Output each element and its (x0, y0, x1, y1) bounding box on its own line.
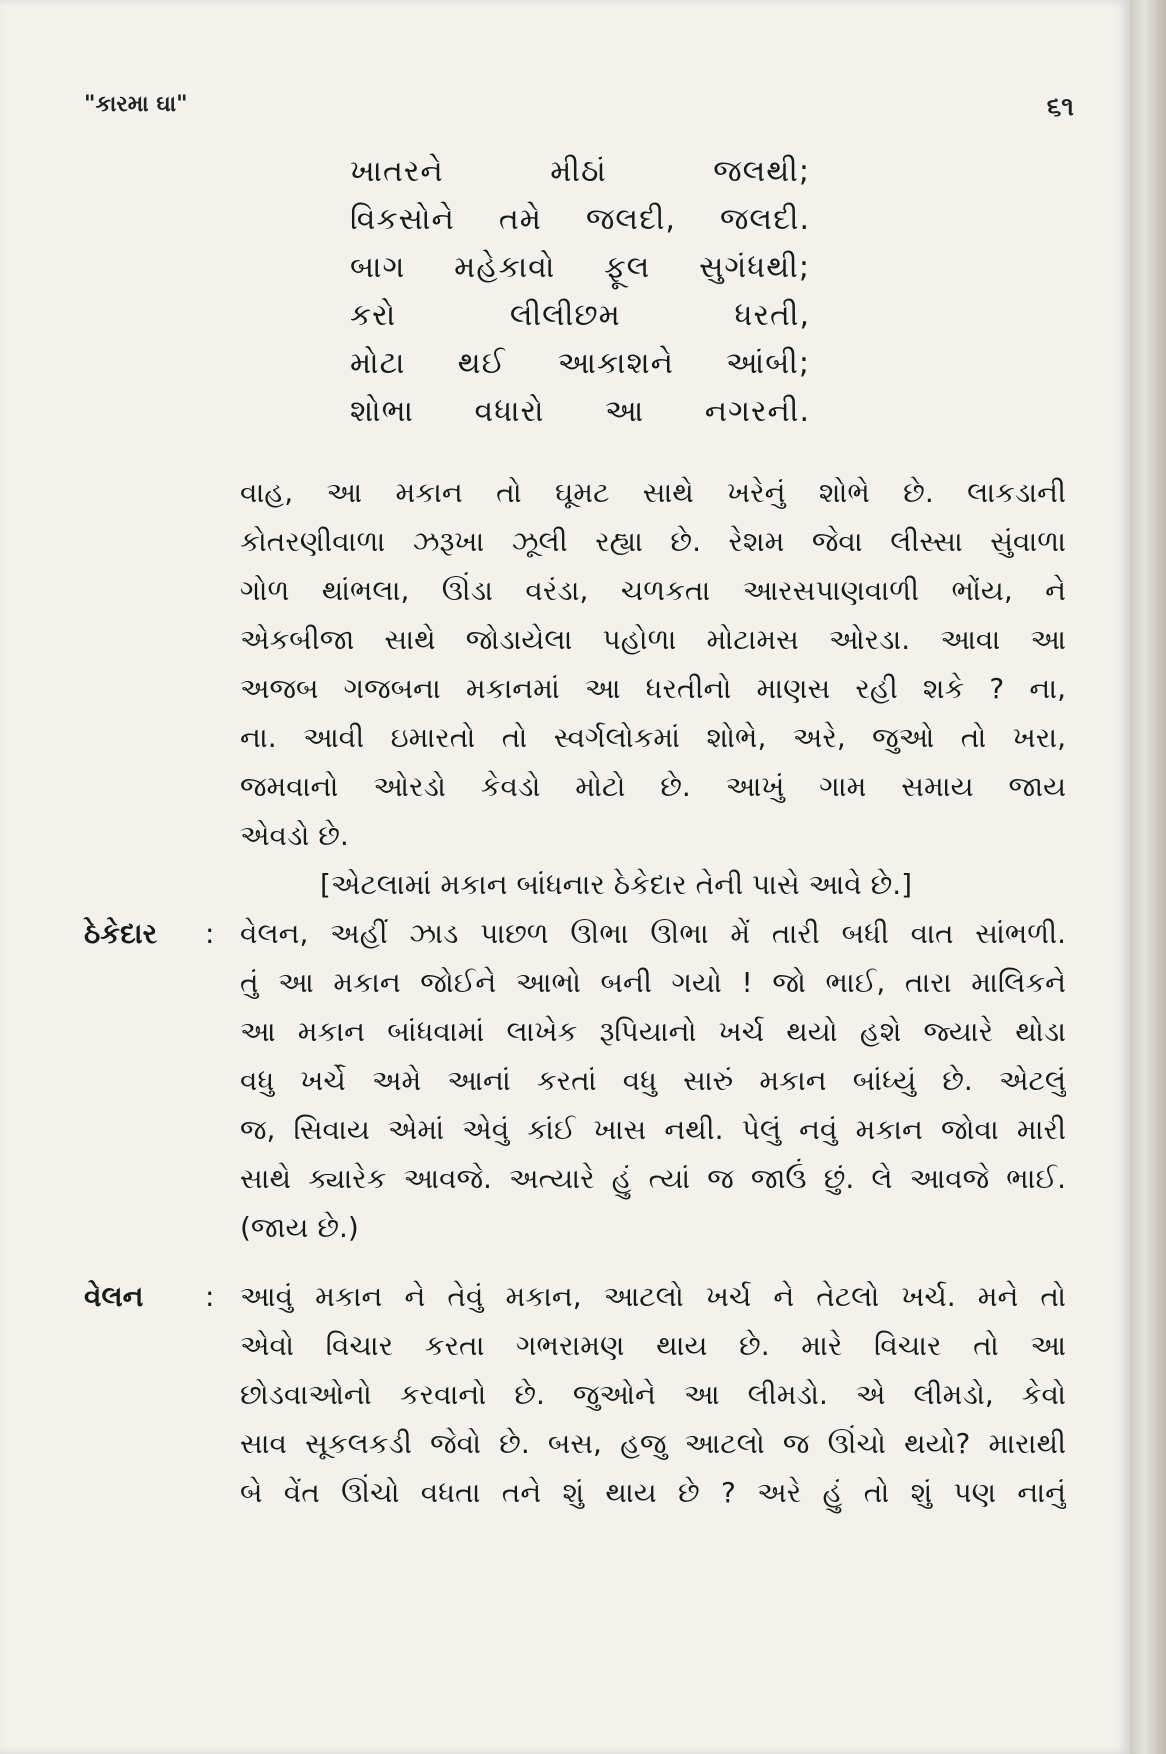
text-line: બે વેંત ઊંચો વધતા તને શું થાય છે ? અરે હું તો શું પણ નાનું (240, 1476, 1066, 1509)
dialogue-contractor (240, 909, 1066, 1252)
text-line: કોતરણીવાળા ઝરૂખા ઝૂલી રહ્યા છે. રેશમ જેવા લીસ્સા સુંવાળા (240, 525, 1066, 558)
text-line: ના. આવી ઇમારતો તો સ્વર્ગલોકમાં શોભે, અરે, જુઓ તો ખરા, (240, 721, 1066, 754)
speaker-colon: : (205, 917, 215, 950)
stage-direction: [એટલામાં મકાન બાંધનાર ઠેકેદાર તેની પાસે આવે છે.] (320, 868, 913, 901)
song-verse (350, 148, 810, 436)
verse-line: શોભા વધારો આ નગરની. (350, 394, 810, 429)
text-line: છોડવાઓનો કરવાનો છે. જુઓને આ લીમડો. એ લીમડો, કેવો (240, 1378, 1066, 1411)
text-line: આવું મકાન ને તેવું મકાન, આટલો ખર્ચ ને તેટલો ખર્ચ. મને તો (240, 1280, 1066, 1313)
text-line: વેલન, અહીં ઝાડ પાછળ ઊભા ઊભા મેં તારી બધી વાત સાંભળી. (240, 917, 1066, 950)
text-line: એકબીજા સાથે જોડાયેલા પહોળા મોટામસ ઓરડા. આવા આ (240, 623, 1066, 656)
page-number: ૬૧ (1046, 92, 1074, 122)
page-edge (1130, 0, 1166, 1754)
speaker-colon: : (205, 1280, 215, 1313)
verse-line: ખાતરને મીઠાં જલથી; (350, 154, 810, 189)
text-line: અજબ ગજબના મકાનમાં આ ધરતીનો માણસ રહી શકે ? ના, (240, 672, 1066, 705)
verse-line: બાગ મહેકાવો ફૂલ સુગંધથી; (350, 250, 810, 285)
text-line: સાથે ક્યારેક આવજે. અત્યારે હું ત્યાં જ જાઉં છું. લે આવજે ભાઈ. (240, 1162, 1066, 1195)
verse-line: કરો લીલીછમ ધરતી, (350, 298, 810, 333)
text-line: એવડો છે. (240, 819, 349, 852)
text-line: સાવ સૂકલકડી જેવો છે. બસ, હજુ આટલો જ ઊંચો થયો? મારાથી (240, 1427, 1066, 1460)
text-line: તું આ મકાન જોઈને આભો બની ગયો ! જો ભાઈ, તારા માલિકને (240, 966, 1066, 999)
text-line: એવો વિચાર કરતા ગભરામણ થાય છે. મારે વિચાર તો આ (240, 1329, 1066, 1362)
speaker-name-contractor: ઠેકેદાર (84, 917, 158, 950)
narration-paragraph (240, 468, 1066, 860)
dialogue-velan (240, 1272, 1066, 1517)
text-line: જમવાનો ઓરડો કેવડો મોટો છે. આખું ગામ સમાય જાય (240, 770, 1066, 803)
text-line: આ મકાન બાંધવામાં લાખેક રૂપિયાનો ખર્ચ થયો હશે જ્યારે થોડા (240, 1015, 1066, 1048)
text-line: (જાય છે.) (240, 1211, 359, 1244)
verse-line: વિકસોને તમે જલદી, જલદી. (350, 202, 810, 237)
text-line: વાહ, આ મકાન તો ઘૂમટ સાથે ખરેનું શોભે છે. લાકડાની (240, 476, 1066, 509)
verse-line: મોટા થઈ આકાશને આંબી; (350, 346, 810, 381)
text-line: ગોળ થાંભલા, ઊંડા વરંડા, ચળકતા આરસપાણવાળી ભોંય, ને (240, 574, 1066, 607)
text-line: જ, સિવાય એમાં એવું કાંઈ ખાસ નથી. પેલું નવું મકાન જોવા મારી (240, 1113, 1066, 1146)
text-line: વધુ ખર્ચે અમે આનાં કરતાં વધુ સારું મકાન બાંધ્યું છે. એટલું (240, 1064, 1066, 1097)
speaker-name-velan: વેલન (84, 1280, 144, 1313)
running-title: "કારમા ઘા" (84, 92, 188, 117)
